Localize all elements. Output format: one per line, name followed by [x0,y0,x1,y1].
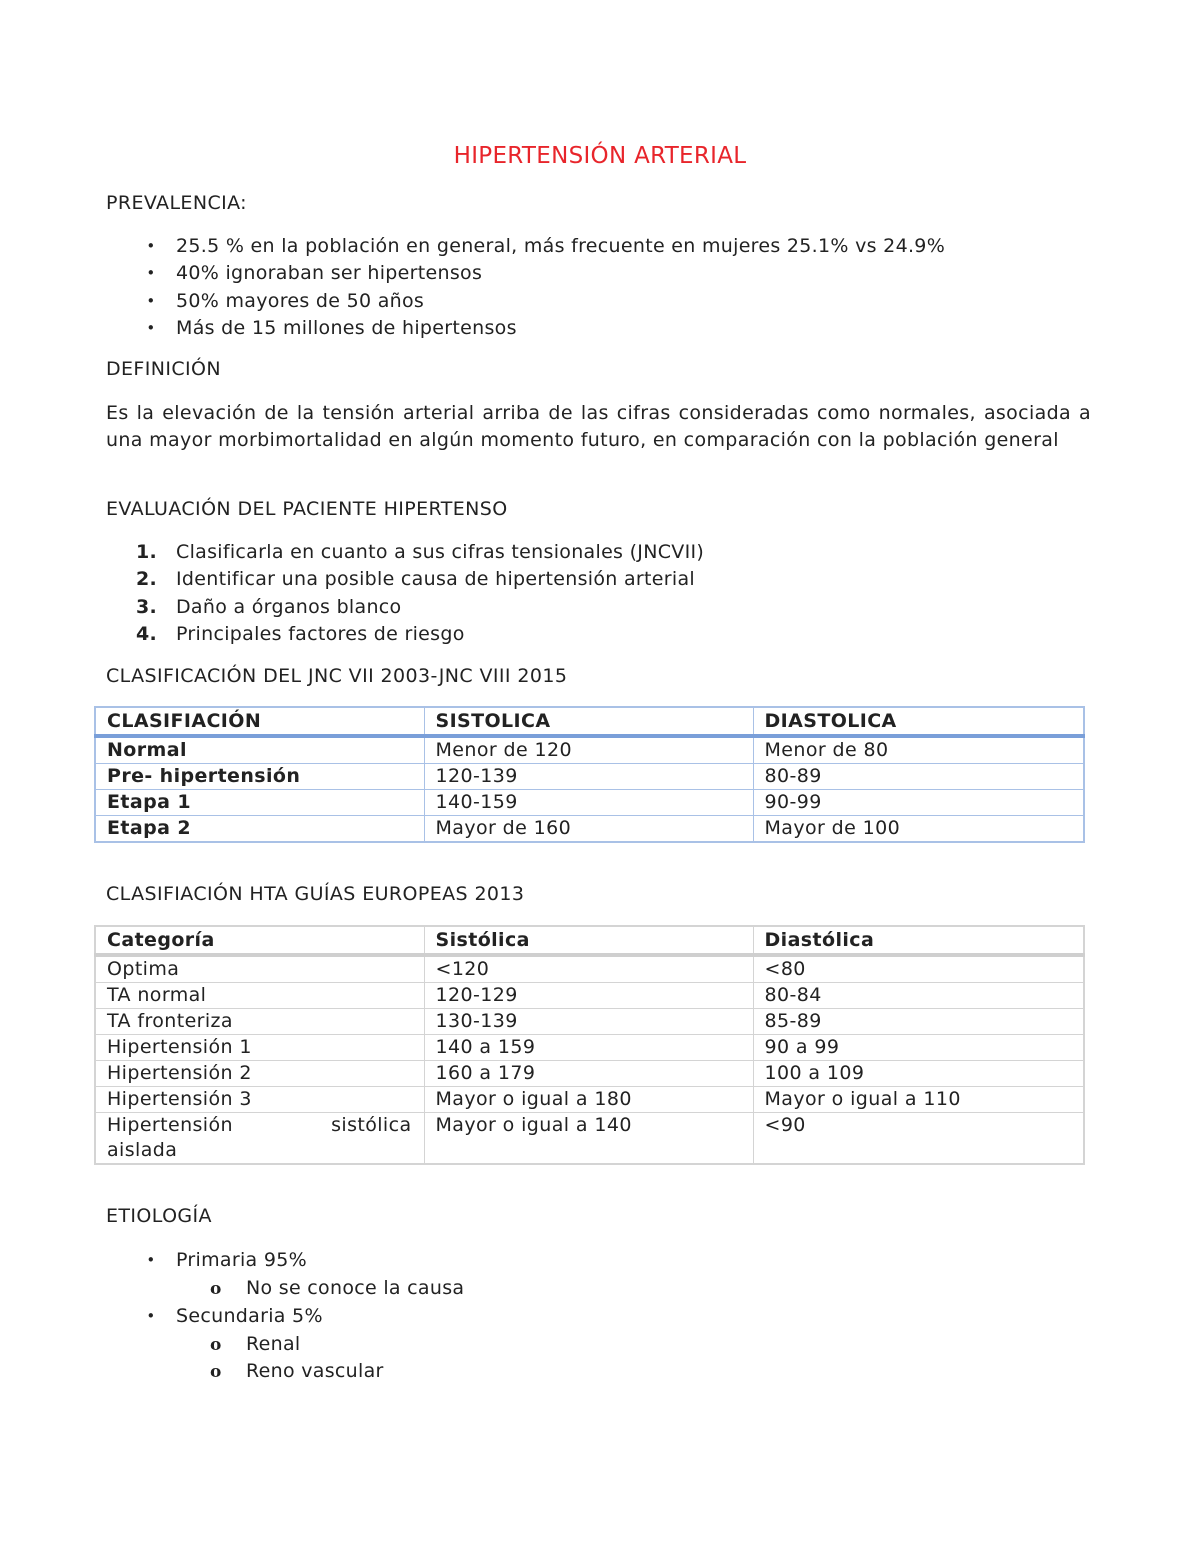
table-cell: Mayor o igual a 110 [753,1087,1084,1113]
table-header-row [95,926,1084,955]
jnc-table [94,706,1085,843]
table-cell: <80 [753,955,1084,983]
table-cell: 80-89 [753,764,1084,790]
table-cell: TA fronteriza [95,1009,424,1035]
column-header: Sistólica [424,926,753,955]
table-cell: Hipertensión 3 [95,1087,424,1113]
etiologia-heading: ETIOLOGÍA [106,1205,212,1227]
table-cell: Normal [95,736,424,764]
list-item: • Más de 15 millones de hipertensos [106,315,945,342]
list-item: o Reno vascular [106,1358,384,1385]
prevalencia-list [106,233,945,342]
table-cell: Hipertensión 2 [95,1061,424,1087]
table-row [95,736,1084,764]
list-item: o No se conoce la causa [106,1275,464,1302]
table-cell: Etapa 2 [95,816,424,843]
column-header: Diastólica [753,926,1084,955]
table-row [95,955,1084,983]
table-cell: Mayor o igual a 180 [424,1087,753,1113]
sub-bullet-icon: o [210,1335,222,1355]
table-cell: 120-139 [424,764,753,790]
table-cell: 100 a 109 [753,1061,1084,1087]
table-cell: 80-84 [753,983,1084,1009]
bullet-icon: • [146,291,156,310]
jnc-heading: CLASIFICACIÓN DEL JNC VII 2003-JNC VIII 2015 [106,665,568,687]
table-row [95,1009,1084,1035]
bullet-icon: • [146,318,156,337]
table-header-row [95,707,1084,736]
table-cell: <90 [753,1113,1084,1165]
list-item: 1. Clasificarla en cuanto a sus cifras tensionales (JNCVII) [136,541,705,563]
table-cell: Hipertensión sistólica aislada [95,1113,424,1165]
list-item: 4. Principales factores de riesgo [136,622,465,645]
table-cell: 140 a 159 [424,1035,753,1061]
table-row [95,1061,1084,1087]
table-cell: Mayor de 100 [753,816,1084,843]
table-cell: Etapa 1 [95,790,424,816]
table-row [95,1087,1084,1113]
table-cell: Mayor o igual a 140 [424,1113,753,1165]
bullet-icon: • [146,237,156,255]
column-header: Categoría [95,926,424,955]
list-item: • 40% ignoraban ser hipertensos [106,260,945,287]
evaluacion-heading: EVALUACIÓN DEL PACIENTE HIPERTENSO [106,498,508,520]
list-item: o Renal [106,1331,384,1358]
table-cell: Mayor de 160 [424,816,753,843]
table-row [95,983,1084,1009]
table-cell: 120-129 [424,983,753,1009]
bullet-icon: • [146,1307,156,1325]
list-item: 2. Identificar una posible causa de hipertensión arterial [136,568,695,591]
list-item: • 25.5 % en la población en general, más frecuente en mujeres 25.1% vs 24.9% [106,233,945,260]
column-header: SISTOLICA [424,707,753,736]
table-cell: 85-89 [753,1009,1084,1035]
table-cell: Pre- hipertensión [95,764,424,790]
table-cell: Menor de 120 [424,736,753,764]
table-cell: TA normal [95,983,424,1009]
column-header: CLASIFIACIÓN [95,707,424,736]
table-cell: <120 [424,955,753,983]
table-cell: 90 a 99 [753,1035,1084,1061]
definicion-text: Es la elevación de la tensión arterial arriba de las cifras consideradas como normales, asociada a una mayor morbimortalidad en algún momento futuro, en comparación con la población general [106,402,1091,451]
column-header: DIASTOLICA [753,707,1084,736]
document-title: HIPERTENSIÓN ARTERIAL [453,143,747,169]
table-row [95,1113,1084,1165]
table-row [95,790,1084,816]
table-cell: Optima [95,955,424,983]
list-item: • Secundaria 5% [106,1303,323,1330]
table-cell: Hipertensión 1 [95,1035,424,1061]
table-cell: 90-99 [753,790,1084,816]
table-row [95,764,1084,790]
bullet-icon: • [146,1251,156,1269]
europeas-table [94,925,1085,1165]
table-cell: 130-139 [424,1009,753,1035]
primaria-sublist [106,1275,464,1302]
etiologia-list [106,1247,307,1274]
list-item: 3. Daño a órganos blanco [136,595,402,618]
sub-bullet-icon: o [210,1362,222,1383]
sub-bullet-icon: o [210,1279,222,1299]
bullet-icon: • [146,264,156,283]
list-item: • 50% mayores de 50 años [106,288,945,315]
table-row [95,816,1084,843]
secundaria-sublist [106,1331,384,1386]
europeas-heading: CLASIFIACIÓN HTA GUÍAS EUROPEAS 2013 [106,883,525,905]
table-cell: Menor de 80 [753,736,1084,764]
table-cell: 140-159 [424,790,753,816]
evaluacion-list [106,539,704,648]
definicion-heading: DEFINICIÓN [106,358,222,380]
table-cell: 160 a 179 [424,1061,753,1087]
etiologia-list-secundaria [106,1303,323,1330]
list-item: • Primaria 95% [106,1247,307,1274]
table-row [95,1035,1084,1061]
prevalencia-heading: PREVALENCIA: [106,192,247,214]
